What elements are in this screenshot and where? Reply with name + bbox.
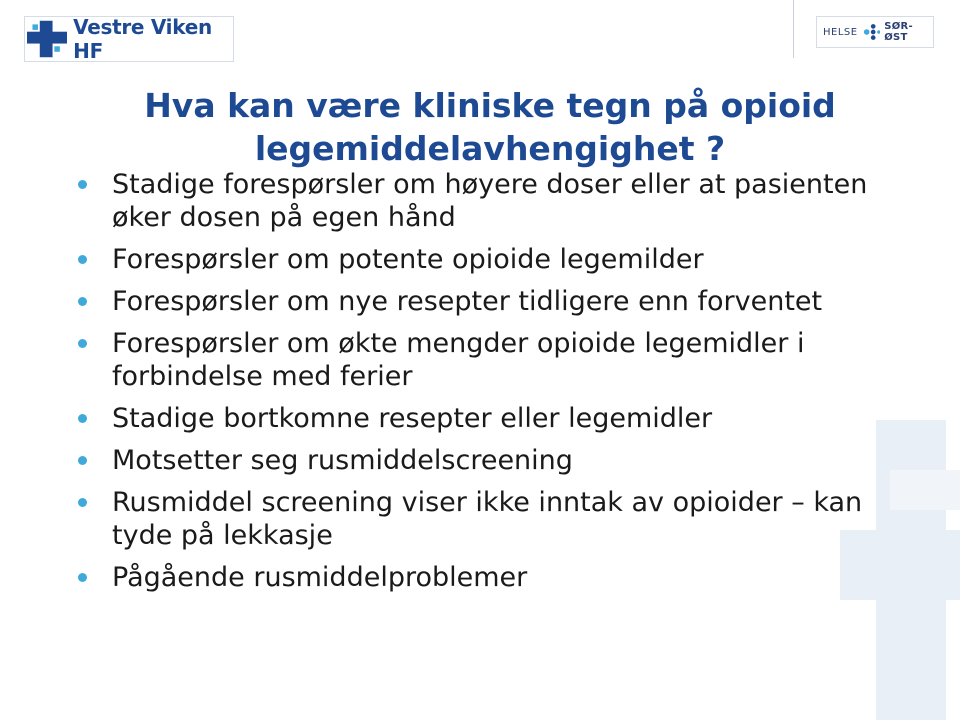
bullet-item bbox=[76, 327, 876, 393]
header-divider bbox=[793, 0, 794, 58]
sor-ost-text: SØR-ØST bbox=[884, 21, 914, 43]
bullet-dot-icon bbox=[78, 339, 87, 348]
bullet-text: Motsetter seg rusmiddelscreening bbox=[112, 445, 573, 476]
bullet-text: Stadige bortkomne resepter eller legemidler bbox=[112, 403, 713, 434]
bullet-dot-icon bbox=[78, 255, 87, 264]
bullet-dot-icon bbox=[78, 498, 87, 507]
bullet-text: Forespørsler om potente opioide legemilder bbox=[112, 244, 704, 275]
bullet-item bbox=[76, 561, 876, 594]
bullet-text: Stadige forespørsler om høyere doser eller at pasienten øker dosen på egen hånd bbox=[112, 169, 868, 233]
bullet-dot-icon bbox=[78, 180, 87, 189]
slide-title: Hva kan være kliniske tegn på opioid legemiddelavhengighet ? bbox=[144, 86, 836, 168]
bullet-item bbox=[76, 444, 876, 477]
bullet-text: Rusmiddel screening viser ikke inntak av opioider – kan tyde på lekkasje bbox=[112, 487, 863, 551]
vestre-viken-logo bbox=[24, 16, 234, 62]
helse-sor-ost-logo bbox=[816, 16, 934, 48]
bullet-dot-icon bbox=[78, 573, 87, 582]
bullet-text: Pågående rusmiddelproblemer bbox=[112, 562, 528, 593]
bullet-list bbox=[76, 168, 876, 603]
vestre-viken-logo-text: Vestre Viken HF bbox=[73, 15, 212, 63]
bullet-item bbox=[76, 285, 876, 318]
bullet-text: Forespørsler om nye resepter tidligere enn forventet bbox=[112, 286, 823, 317]
helse-text: HELSE bbox=[823, 26, 858, 38]
bullet-item bbox=[76, 402, 876, 435]
bullet-item bbox=[76, 168, 876, 234]
bullet-text: Forespørsler om økte mengder opioide legemidler i forbindelse med ferier bbox=[112, 328, 805, 392]
bullet-dot-icon bbox=[78, 456, 87, 465]
bullet-item bbox=[76, 243, 876, 276]
bullet-dot-icon bbox=[78, 297, 87, 306]
dots-logo-icon bbox=[862, 22, 881, 42]
bullet-dot-icon bbox=[78, 414, 87, 423]
cross-logo-icon bbox=[27, 19, 67, 59]
bullet-item bbox=[76, 486, 876, 552]
